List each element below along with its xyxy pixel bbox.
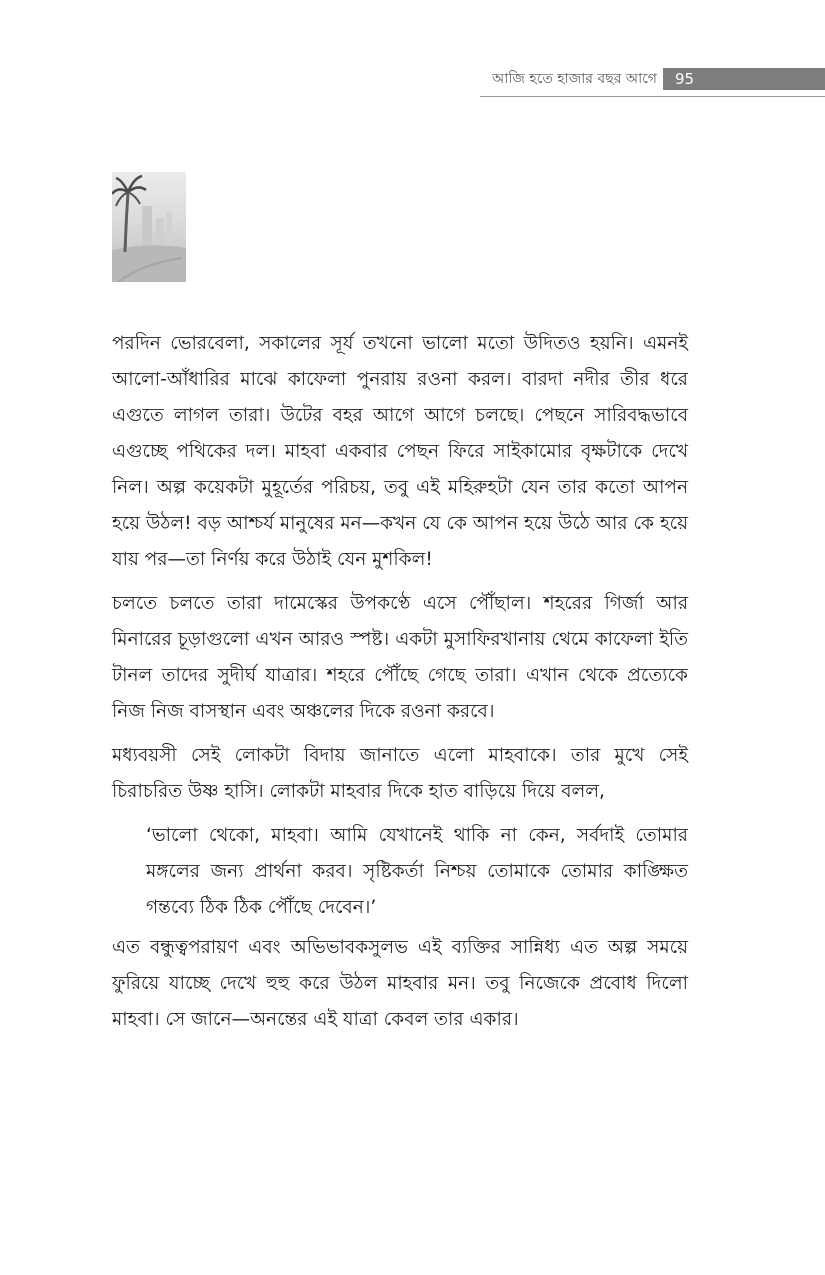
quote-paragraph: ‘ভালো থেকো, মাহবা। আমি যেখানেই থাকি না কেন, সর্বদাই তোমার মঙ্গলের জন্য প্রার্থনা করব। সৃষ্টিকর্তা নিশ্চয় তোমাকে তোমার কাঙ্ক্ষিত গন্তব্যে ঠিক ঠিক পৌঁছে দেবেন।’ (146, 825, 688, 918)
header-rule (480, 96, 825, 97)
paragraph: চলতে চলতে তারা দামেস্কের উপকণ্ঠে এসে পৌঁছাল। শহরের গির্জা আর মিনারের চূড়াগুলো এখন আরও স্পষ্ট। একটা মুসাফিরখানায় থেমে কাফেলা ইতি টানল তাদের সুদীর্ঘ যাত্রার। শহরে পৌঁছে গেছে তারা। এখান থেকে প্রত্যেকে নিজ নিজ বাসস্থান এবং অঞ্চলের দিকে রওনা করবে। (112, 593, 688, 722)
paragraph: পরদিন ভোরবেলা, সকালের সূর্য তখনো ভালো মতো উদিতও হয়নি। এমনই আলো-আঁধারির মাঝে কাফেলা পুনরায় রওনা করল। বারদা নদীর তীর ধরে এগুতে লাগল তারা। উটের বহর আগে আগে চলছে। পেছনে সারিবদ্ধভাবে এগুচ্ছে পথিকের দল। মাহবা একবার পেছন ফিরে সাইকামোর বৃক্ষটাকে দেখে নিল। অল্প কয়েকটা মুহূর্তের পরিচয়, তবু এই মহিরুহটা যেন তার কতো আপন হয়ে উঠল! বড় আশ্চর্য মানুষের মন—কখন যে কে আপন হয়ে উঠে আর কে হয়ে যায় পর—তা নির্ণয় করে উঠাই যেন মুশকিল! (112, 333, 688, 570)
page-number: 95 (663, 68, 825, 90)
paragraph: মধ্যবয়সী সেই লোকটা বিদায় জানাতে এলো মাহবাকে। তার মুখে সেই চিরাচরিত উষ্ণ হাসি। লোকটা মাহবার দিকে হাত বাড়িয়ে দিয়ে বলল, (112, 745, 688, 802)
closing-paragraph: এত বন্ধুত্বপরায়ণ এবং অভিভাবকসুলভ এই ব্যক্তির সান্নিধ্য এত অল্প সময়ে ফুরিয়ে যাচ্ছে দেখে হুহু করে উঠল মাহবার মন। তবু নিজেকে প্রবোধ দিলো মাহবা। সে জানে—অনন্তের এই যাত্রা কেবল তার একার। (112, 937, 688, 1030)
book-title: আজি হতে হাজার বছর আগে (492, 71, 657, 87)
running-header (480, 68, 825, 90)
body-text (112, 326, 688, 1046)
desert-palm-illustration-icon (112, 172, 186, 282)
